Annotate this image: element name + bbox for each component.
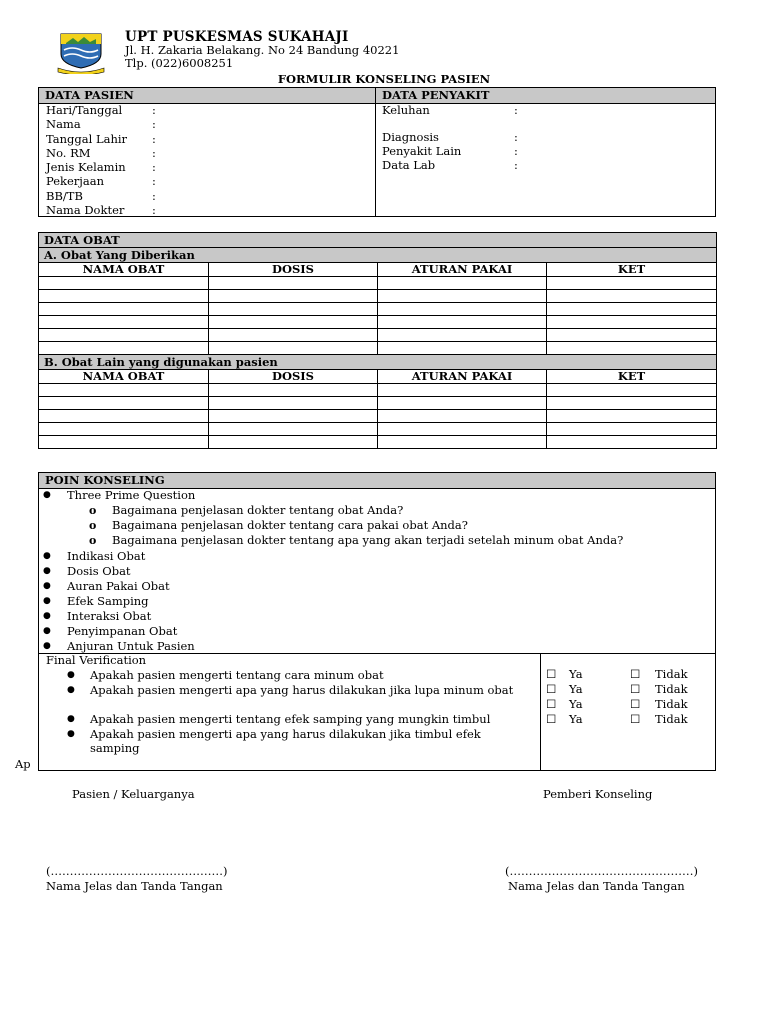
table-row xyxy=(39,303,717,316)
data-penyakit-title: DATA PENYAKIT xyxy=(382,88,490,102)
counseling-item: Anjuran Untuk Pasien xyxy=(67,639,195,653)
field-label: Data Lab xyxy=(382,158,436,172)
patient-data-section xyxy=(38,87,716,217)
counseling-points-section xyxy=(38,472,716,771)
final-verification-title: Final Verification xyxy=(46,653,147,667)
bullet-icon: ● xyxy=(43,611,51,621)
checkbox-icon[interactable]: ☐ xyxy=(546,667,557,681)
field-label: Diagnosis xyxy=(382,130,439,144)
counseling-item: Auran Pakai Obat xyxy=(67,579,170,593)
no-label: Tidak xyxy=(655,697,688,711)
colon: : xyxy=(152,117,156,131)
patient-signature-line: (………………………………………) xyxy=(46,864,228,878)
table-cell[interactable] xyxy=(547,410,717,423)
data-pasien-title: DATA PASIEN xyxy=(45,88,134,102)
column-header: DOSIS xyxy=(209,370,378,384)
field-label: Pekerjaan xyxy=(46,174,104,188)
table-cell[interactable] xyxy=(209,316,378,329)
field-label: Hari/Tanggal xyxy=(46,103,123,117)
data-obat-title: DATA OBAT xyxy=(39,233,717,248)
table-cell[interactable] xyxy=(39,303,209,316)
section-a-title: A. Obat Yang Diberikan xyxy=(39,248,717,263)
yes-label: Ya xyxy=(569,667,583,681)
field-label: Jenis Kelamin xyxy=(46,160,126,174)
bullet-icon: ● xyxy=(43,596,51,606)
field-label: Nama Dokter xyxy=(46,203,125,217)
verification-item: Apakah pasien mengerti tentang efek samping yang mungkin timbul xyxy=(90,712,491,726)
table-row xyxy=(39,397,717,410)
table-cell[interactable] xyxy=(209,384,378,397)
counseling-item: Dosis Obat xyxy=(67,564,131,578)
column-header: ATURAN PAKAI xyxy=(378,263,547,277)
table-cell[interactable] xyxy=(547,397,717,410)
bullet-icon: ● xyxy=(43,490,51,500)
form-title: FORMULIR KONSELING PASIEN xyxy=(277,72,491,86)
table-cell[interactable] xyxy=(39,342,209,355)
poin-konseling-title: POIN KONSELING xyxy=(45,473,165,487)
yes-label: Ya xyxy=(569,682,583,696)
table-cell[interactable] xyxy=(209,342,378,355)
table-cell[interactable] xyxy=(547,342,717,355)
table-cell[interactable] xyxy=(39,277,209,290)
table-row xyxy=(39,277,717,290)
table-cell[interactable] xyxy=(547,290,717,303)
table-row xyxy=(39,329,717,342)
table-cell[interactable] xyxy=(378,397,547,410)
checkbox-icon[interactable]: ☐ xyxy=(546,682,557,696)
checkbox-icon[interactable]: ☐ xyxy=(630,682,641,696)
table-row xyxy=(39,410,717,423)
colon: : xyxy=(152,160,156,174)
table-cell[interactable] xyxy=(39,410,209,423)
table-cell[interactable] xyxy=(209,410,378,423)
three-prime-question: Three Prime Question xyxy=(67,488,196,502)
counselor-signature-line: (…………………………………………) xyxy=(505,864,698,878)
bullet-icon: ● xyxy=(43,626,51,636)
table-cell[interactable] xyxy=(209,329,378,342)
bandung-city-crest-icon xyxy=(56,30,106,74)
table-cell[interactable] xyxy=(378,384,547,397)
bullet-icon: ● xyxy=(67,685,75,695)
table-cell[interactable] xyxy=(39,316,209,329)
table-row xyxy=(39,342,717,355)
colon: : xyxy=(514,158,518,172)
counseling-item: Interaksi Obat xyxy=(67,609,152,623)
sub-bullet-icon: o xyxy=(89,504,97,517)
table-row xyxy=(39,290,717,303)
bullet-icon: ● xyxy=(43,641,51,651)
bullet-icon: ● xyxy=(67,729,75,739)
column-header: KET xyxy=(547,370,717,384)
table-cell[interactable] xyxy=(39,436,209,449)
table-cell[interactable] xyxy=(39,329,209,342)
column-header: DOSIS xyxy=(209,263,378,277)
bullet-icon: ● xyxy=(67,670,75,680)
sub-question: Bagaimana penjelasan dokter tentang cara pakai obat Anda? xyxy=(112,518,468,532)
table-row xyxy=(39,384,717,397)
checkbox-icon[interactable]: ☐ xyxy=(546,697,557,711)
counselor-name-caption: Nama Jelas dan Tanda Tangan xyxy=(508,879,685,893)
column-header: NAMA OBAT xyxy=(39,370,209,384)
counseling-item: Penyimpanan Obat xyxy=(67,624,178,638)
checkbox-icon[interactable]: ☐ xyxy=(630,667,641,681)
verification-item: Apakah pasien mengerti apa yang harus dilakukan jika timbul efek samping xyxy=(90,727,481,755)
sub-question: Bagaimana penjelasan dokter tentang obat Anda? xyxy=(112,503,404,517)
table-cell[interactable] xyxy=(547,436,717,449)
table-cell[interactable] xyxy=(209,397,378,410)
yes-label: Ya xyxy=(569,697,583,711)
field-label: No. RM xyxy=(46,146,91,160)
table-row xyxy=(39,423,717,436)
table-cell[interactable] xyxy=(39,290,209,303)
verification-item: Apakah pasien mengerti apa yang harus dilakukan jika lupa minum obat xyxy=(90,683,514,697)
sub-question: Bagaimana penjelasan dokter tentang apa yang akan terjadi setelah minum obat Anda? xyxy=(112,533,624,547)
field-label: Keluhan xyxy=(382,103,430,117)
stray-text: Ap xyxy=(15,757,31,771)
no-label: Tidak xyxy=(655,667,688,681)
sub-bullet-icon: o xyxy=(89,534,97,547)
column-header: KET xyxy=(547,263,717,277)
medication-table xyxy=(38,232,717,449)
counseling-item: Indikasi Obat xyxy=(67,549,146,563)
colon: : xyxy=(514,103,518,117)
sub-bullet-icon: o xyxy=(89,519,97,532)
field-label: Penyakit Lain xyxy=(382,144,462,158)
patient-name-caption: Nama Jelas dan Tanda Tangan xyxy=(46,879,223,893)
bullet-icon: ● xyxy=(43,551,51,561)
bullet-icon: ● xyxy=(67,714,75,724)
table-cell[interactable] xyxy=(547,303,717,316)
verification-item: Apakah pasien mengerti tentang cara minum obat xyxy=(90,668,384,682)
field-label: BB/TB xyxy=(46,189,83,203)
colon: : xyxy=(152,189,156,203)
checkbox-icon[interactable]: ☐ xyxy=(630,697,641,711)
table-cell[interactable] xyxy=(209,303,378,316)
bullet-icon: ● xyxy=(43,566,51,576)
org-address: Jl. H. Zakaria Belakang. No 24 Bandung 40221 xyxy=(125,43,400,57)
org-phone: Tlp. (022)6008251 xyxy=(125,56,234,70)
table-cell[interactable] xyxy=(378,410,547,423)
table-cell[interactable] xyxy=(39,423,209,436)
counselor-signature-label: Pemberi Konseling xyxy=(543,787,653,801)
field-label: Tanggal Lahir xyxy=(46,132,128,146)
section-b-title: B. Obat Lain yang digunakan pasien xyxy=(39,355,717,370)
table-cell[interactable] xyxy=(378,423,547,436)
bullet-icon: ● xyxy=(43,581,51,591)
no-label: Tidak xyxy=(655,682,688,696)
table-cell[interactable] xyxy=(378,277,547,290)
table-cell[interactable] xyxy=(378,342,547,355)
table-cell[interactable] xyxy=(378,316,547,329)
table-cell[interactable] xyxy=(547,423,717,436)
org-name: UPT PUSKESMAS SUKAHAJI xyxy=(125,29,349,45)
table-cell[interactable] xyxy=(209,277,378,290)
checkbox-icon[interactable]: ☐ xyxy=(546,712,557,726)
no-label: Tidak xyxy=(655,712,688,726)
yes-label: Ya xyxy=(569,712,583,726)
table-cell[interactable] xyxy=(39,397,209,410)
column-header: ATURAN PAKAI xyxy=(378,370,547,384)
table-cell[interactable] xyxy=(547,277,717,290)
table-cell[interactable] xyxy=(547,329,717,342)
colon: : xyxy=(152,203,156,217)
colon: : xyxy=(514,130,518,144)
counseling-item: Efek Samping xyxy=(67,594,149,608)
table-cell[interactable] xyxy=(39,384,209,397)
table-cell[interactable] xyxy=(378,436,547,449)
table-cell[interactable] xyxy=(209,423,378,436)
colon: : xyxy=(152,146,156,160)
column-header: NAMA OBAT xyxy=(39,263,209,277)
table-cell[interactable] xyxy=(378,329,547,342)
table-cell[interactable] xyxy=(209,290,378,303)
table-cell[interactable] xyxy=(378,303,547,316)
table-cell[interactable] xyxy=(209,436,378,449)
checkbox-icon[interactable]: ☐ xyxy=(630,712,641,726)
table-cell[interactable] xyxy=(547,384,717,397)
table-row xyxy=(39,436,717,449)
colon: : xyxy=(514,144,518,158)
colon: : xyxy=(152,103,156,117)
table-row xyxy=(39,316,717,329)
table-cell[interactable] xyxy=(378,290,547,303)
colon: : xyxy=(152,132,156,146)
table-cell[interactable] xyxy=(547,316,717,329)
field-label: Nama xyxy=(46,117,81,131)
colon: : xyxy=(152,174,156,188)
patient-signature-label: Pasien / Keluarganya xyxy=(72,787,195,801)
